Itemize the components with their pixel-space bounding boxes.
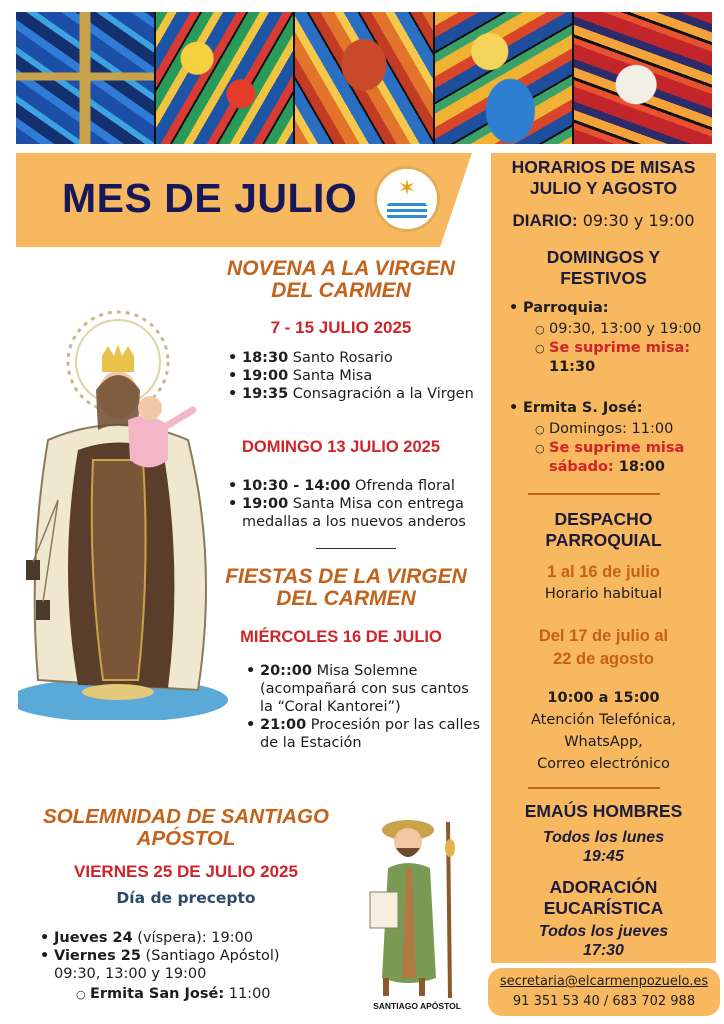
item-time: 21:00 [260,717,307,733]
fiestas-title [196,566,496,610]
divider [528,493,660,495]
item-time: 20::00 [260,663,312,679]
novena-title [196,258,486,302]
adoracion-line: 17:30 [583,942,624,959]
despacho-period2 [491,625,716,671]
adoracion-title-line: EUCARÍSTICA [543,898,664,918]
stained-glass-panel [574,12,712,144]
item-text: 11:00 [224,986,271,1002]
list-item [40,929,330,947]
fiestas-date: MIÉRCOLES 16 DE JULIO [240,628,442,646]
sunday-date: DOMINGO 13 JULIO 2025 [241,438,441,456]
list-item [509,299,714,377]
parroquia-sub-list [523,320,714,377]
precept-label: Día de precepto [116,889,256,907]
emaus-title: EMAÚS HOMBRES [524,801,683,821]
novena-title-line: DEL CARMEN [271,279,411,303]
period2-line: Del 17 de julio al [538,627,669,645]
list-item [535,339,714,377]
list-item: ○ 09:30, 13:00 y 19:00 [535,320,714,339]
parroquia-list [509,299,714,377]
stained-glass-banner [16,12,712,144]
domingos-title [491,247,716,289]
despacho-period1: 1 al 16 de julio [547,563,660,581]
santiago-title-line: SOLEMNIDAD DE SANTIAGO [43,805,329,828]
period2-hours: 10:00 a 15:00 [547,690,660,706]
suppressed-time: 11:30 [549,359,596,375]
virgin-del-carmen-illustration [18,300,246,720]
item-text: Santo Rosario [288,350,393,366]
novena-schedule [228,349,488,403]
item-text: Misa Solemne (acompañará con sus cantos la “Coral Kantorei”) [260,663,469,715]
list-item [40,947,330,1004]
santiago-schedule [40,929,330,1004]
period2-line: 22 de agosto [553,650,654,668]
list-item: ○ Domingos: 11:00 [535,420,714,439]
list-item [228,385,488,403]
divider [528,787,660,789]
domingos-title-line: DOMINGOS Y [546,247,661,267]
item-text: (víspera): 19:00 [132,930,254,946]
item-time: 19:00 [242,368,289,384]
contact-box [488,968,720,1016]
list-item [535,439,714,477]
despacho-period1-text: Horario habitual [544,586,663,602]
list-item [228,367,488,385]
stained-glass-panel [435,12,573,144]
ermita-sub-list [523,420,714,477]
list-item [246,716,486,752]
period2-text: Atención Telefónica, [530,712,677,728]
item-day: Viernes 25 [54,948,141,964]
divider [316,548,396,549]
adoracion-title-line: ADORACIÓN [549,877,658,897]
emaus-line: Todos los lunes [542,829,665,846]
parish-logo [374,166,440,232]
santiago-title [10,806,362,849]
item-text: Ofrenda floral [350,478,455,494]
list-item [228,477,490,495]
santiago-sub-list [54,985,330,1004]
waves-icon [387,203,427,219]
despacho-title-line: PARROQUIAL [545,530,662,550]
item-place: Ermita San José: [90,986,225,1002]
item-text: Santa Misa [288,368,373,384]
ermita-list [509,399,714,477]
suppressed-time: 18:00 [613,459,665,475]
item-time: 19:00 [242,496,289,512]
horarios-title [491,157,716,199]
item-day: Jueves 24 [54,930,133,946]
list-item [228,495,490,531]
novena-title-line: NOVENA A LA VIRGEN [227,257,455,280]
diario-value: 09:30 y 19:00 [577,211,695,230]
santiago-title-line: APÓSTOL [136,826,236,850]
ermita-block [509,399,714,477]
fiestas-title-line: DEL CARMEN [276,587,416,611]
item-text: Procesión por las calles de la Estación [260,717,481,751]
list-item [76,985,330,1004]
period2-text: Correo electrónico [537,756,670,772]
sunday-schedule [228,477,490,531]
santiago-date: VIERNES 25 DE JULIO 2025 [74,862,298,881]
horarios-title-line: HORARIOS DE MISAS [511,157,696,177]
fiestas-title-line: FIESTAS DE LA VIRGEN [225,565,467,588]
novena-date: 7 - 15 JULIO 2025 [270,318,412,337]
domingos-title-line: FESTIVOS [560,268,647,288]
diario-label: DIARIO: [512,211,578,230]
stained-glass-panel [16,12,154,144]
stained-glass-panel [156,12,294,144]
diario-line [491,211,716,231]
emaus-schedule [491,828,716,866]
list-item [228,349,488,367]
parroquia-block [509,299,714,377]
horarios-title-line: JULIO Y AGOSTO [529,178,678,198]
parroquia-label: Parroquia: [523,300,609,316]
adoracion-schedule [491,922,716,960]
list-item [246,662,486,716]
stained-glass-panel [295,12,433,144]
santiago-apostol-illustration [366,808,462,1004]
star-icon: ✶ [397,176,417,201]
adoracion-title [491,877,716,919]
page-title: MES DE JULIO [62,175,358,221]
despacho-period2-details [491,687,716,775]
ermita-label: Ermita S. José: [523,400,643,416]
fiestas-schedule [246,662,486,752]
despacho-title [491,509,716,551]
suppressed-label: Se suprime misa sábado: [549,440,685,475]
emaus-line: 19:45 [583,848,624,865]
item-text: Santa Misa con entrega medallas a los nuevos anderos [242,496,466,530]
item-text: Consagración a la Virgen [288,386,474,402]
period2-text: WhatsApp, [564,734,643,750]
list-item [509,399,714,477]
adoracion-line: Todos los jueves [538,923,669,940]
email-link[interactable]: secretaria@elcarmenpozuelo.es [499,974,709,989]
item-time: 18:30 [242,350,289,366]
item-time: 19:35 [242,386,289,402]
despacho-title-line: DESPACHO [554,509,653,529]
phone-numbers: 91 351 53 40 / 683 702 988 [512,994,696,1009]
item-time: 10:30 - 14:00 [242,478,351,494]
suppressed-label: Se suprime misa: [549,340,691,356]
santiago-caption: SANTIAGO APÓSTOL [373,1001,461,1011]
item-text: (Santiago Apóstol) 09:30, 13:00 y 19:00 [54,948,280,982]
